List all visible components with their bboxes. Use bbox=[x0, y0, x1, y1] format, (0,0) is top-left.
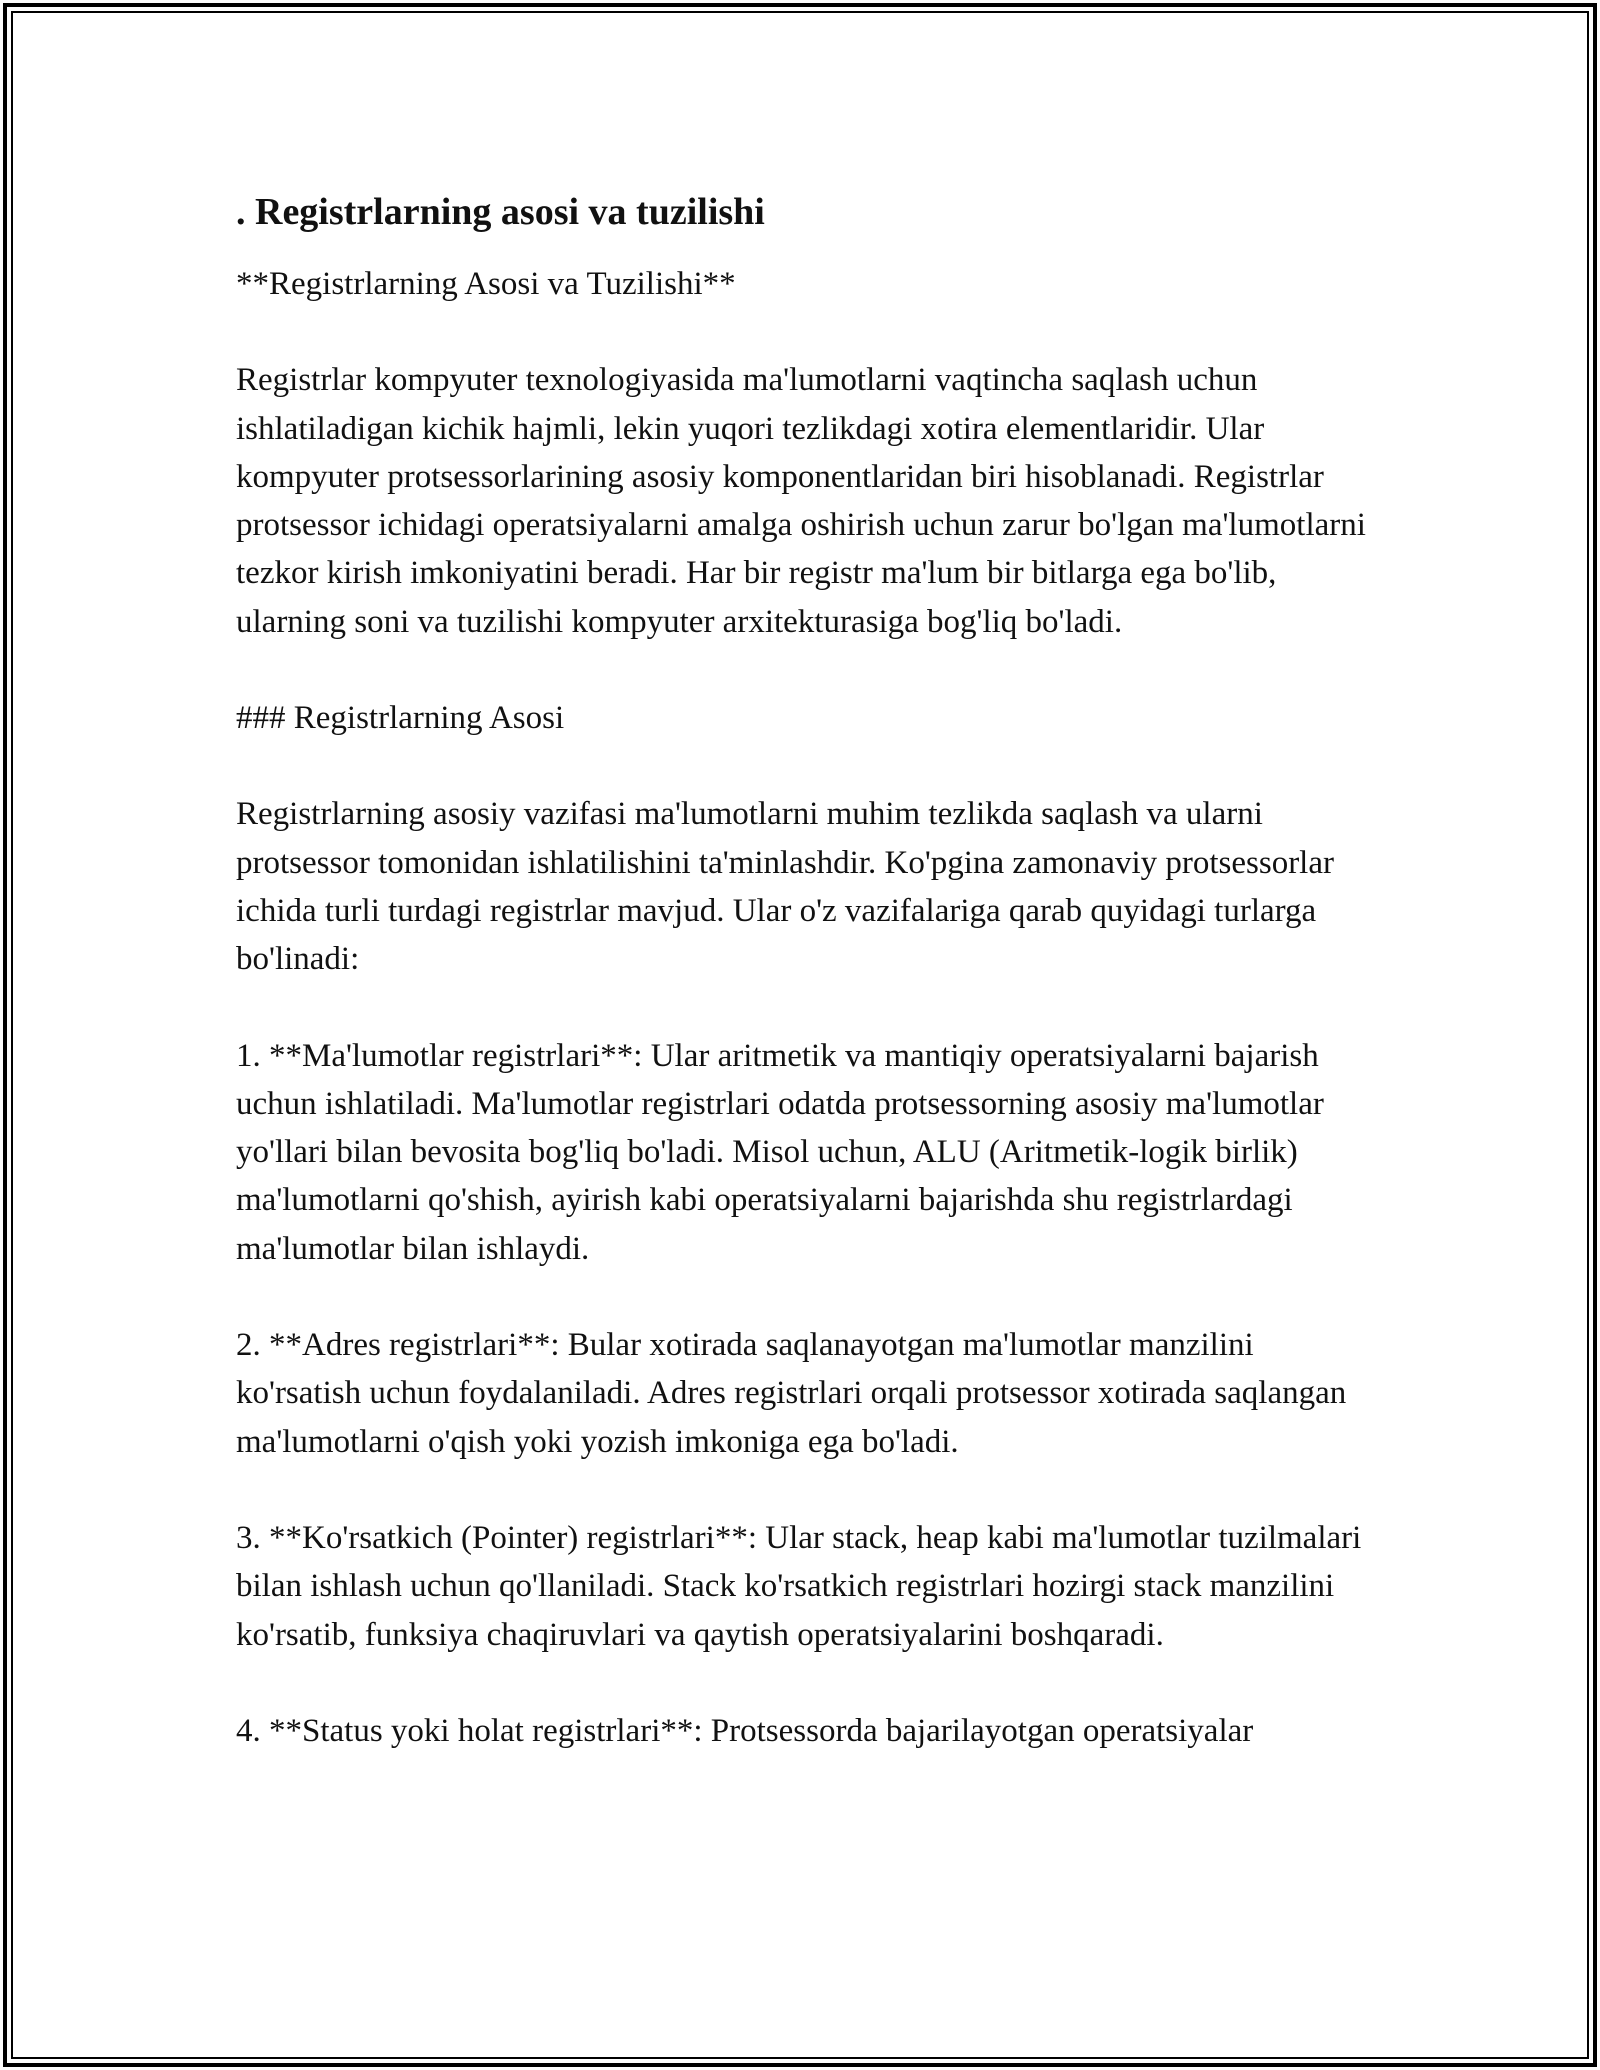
paragraph-subtitle: **Registrlarning Asosi va Tuzilishi** bbox=[236, 266, 736, 302]
list-item-status-registers: 4. **Status yoki holat registrlari**: Protsessorda bajarilayotgan operatsiyalar bbox=[236, 1712, 1254, 1749]
list-item-data-registers: 1. **Ma'lumotlar registrlari**: Ular aritmetik va mantiqiy operatsiyalarni bajarish uchun ishlatiladi. Ma'lumotlar registrlari odatda protsessorning asosiy ma'lumotlar yo'llari bilan bevosita bog'liq bo'ladi. Misol uchun, ALU (Aritmetik-logik birlik) ma'lumotlarni qo'shish, ayirish kabi operatsiyalarni bajarishda shu registrlardagi ma'lumotlar bilan ishlaydi. bbox=[236, 1037, 1324, 1267]
list-item-pointer-registers: 3. **Ko'rsatkich (Pointer) registrlari**: Ular stack, heap kabi ma'lumotlar tuzilmalari bilan ishlash uchun qo'llaniladi. Stack ko'rsatkich registrlari hozirgi stack manzilini ko'rsatib, funksiya chaqiruvlari va qaytish operatsiyalarini boshqaradi. bbox=[236, 1519, 1362, 1653]
paragraph-section-heading: ### Registrlarning Asosi bbox=[236, 700, 565, 737]
document-title: . Registrlarning asosi va tuzilishi bbox=[236, 191, 765, 233]
document-body bbox=[236, 186, 1376, 1803]
paragraph-intro: Registrlar kompyuter texnologiyasida ma'lumotlarni vaqtincha saqlash uchun ishlatiladigan kichik hajmli, lekin yuqori tezlikdagi xotira elementlaridir. Ular kompyuter protsessorlarining asosiy komponentlaridan biri hisoblanadi. Registrlar protsessor ichidagi operatsiyalarni amalga oshirish uchun zarur bo'lgan ma'lumotlarni tezkor kirish imkoniyatini beradi. Har bir registr ma'lum bir bitlarga ega bo'lib, ularning soni va tuzilishi kompyuter arxitekturasiga bog'liq bo'ladi. bbox=[236, 362, 1366, 640]
list-item-address-registers: 2. **Adres registrlari**: Bular xotirada saqlanayotgan ma'lumotlar manzilini ko'rsatish uchun foydalaniladi. Adres registrlari orqali protsessor xotirada saqlangan ma'lumotlarni o'qish yoki yozish imkoniga ega bo'ladi. bbox=[236, 1327, 1347, 1460]
document-text bbox=[236, 260, 1376, 1755]
paragraph-section-intro: Registrlarning asosiy vazifasi ma'lumotlarni muhim tezlikda saqlash va ularni protsessor tomonidan ishlatilishini ta'minlashdir. Ko'pgina zamonaviy protsessorlar ichida turli turdagi registrlar mavjud. Ular o'z vazifalariga qarab quyidagi turlarga bo'linadi: bbox=[236, 796, 1334, 978]
